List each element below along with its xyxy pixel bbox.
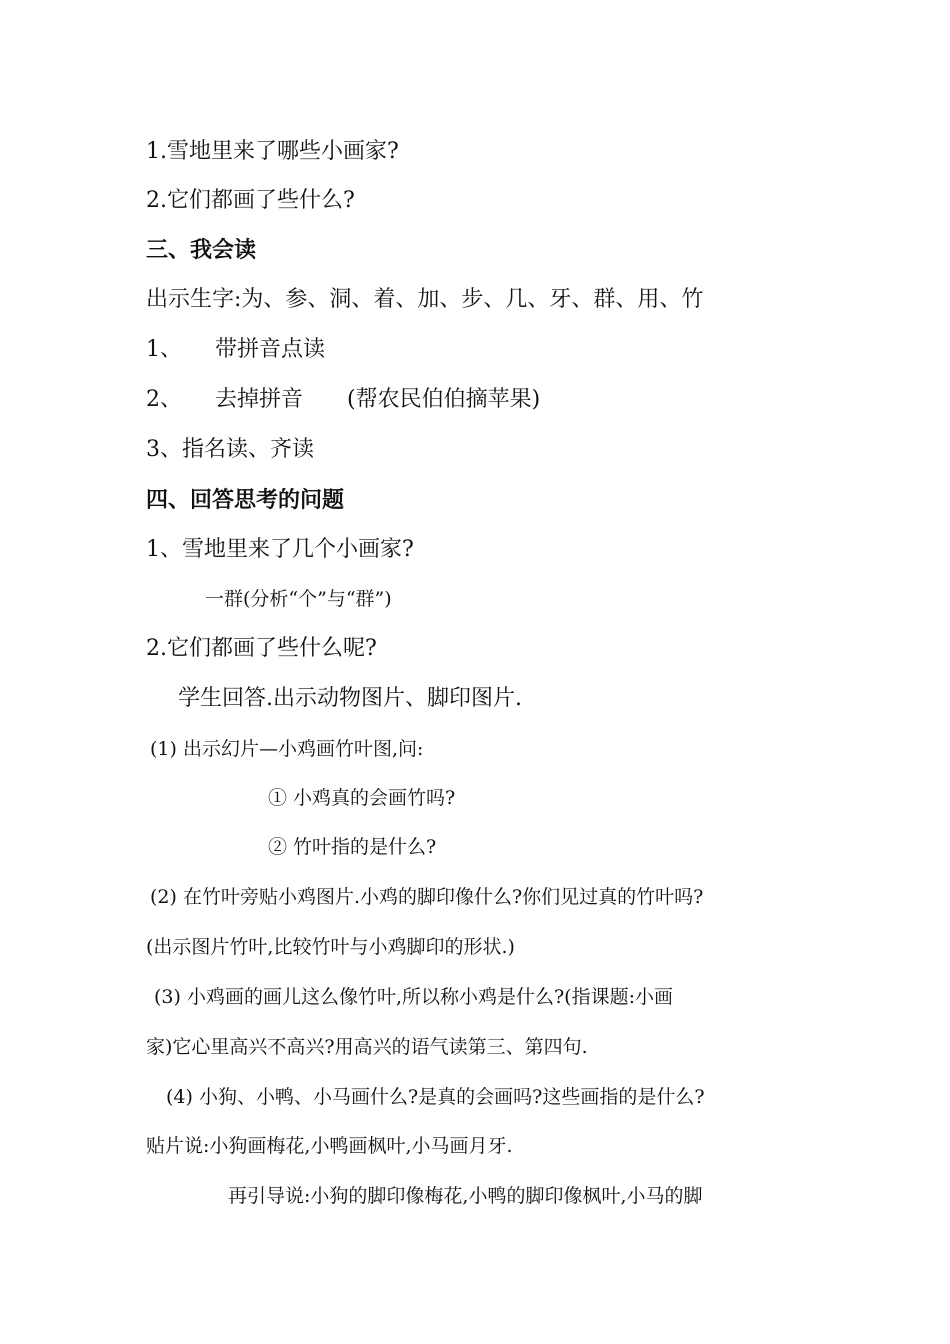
paragraph-line: (4) 小狗、小鸭、小马画什么?是真的会画吗?这些画指的是什么?: [166, 1086, 705, 1108]
paragraph-line: 学生回答.出示动物图片、脚印图片.: [178, 686, 522, 711]
list-item: 2、 去掉拼音 (帮农民伯伯摘苹果): [146, 387, 541, 412]
paragraph-line: (出示图片竹叶,比较竹叶与小鸡脚印的形状.): [146, 936, 515, 958]
list-item: 3、指名读、齐读: [146, 437, 314, 462]
paragraph-line: 出示生字:为、参、洞、着、加、步、几、牙、群、用、竹: [146, 287, 704, 312]
paragraph-line: 家)它心里高兴不高兴?用高兴的语气读第三、第四句.: [146, 1036, 588, 1058]
list-item: 1、 带拼音点读: [146, 337, 325, 362]
question-line: 2.它们都画了些什么呢?: [146, 636, 377, 661]
paragraph-line: (2) 在竹叶旁贴小鸡图片.小鸡的脚印像什么?你们见过真的竹叶吗?: [150, 886, 704, 908]
paragraph-line: (3) 小鸡画的画儿这么像竹叶,所以称小鸡是什么?(指课题:小画: [154, 986, 673, 1008]
sub-question-line: ② 竹叶指的是什么?: [268, 836, 437, 858]
section-heading: 三、我会读: [146, 237, 257, 263]
sub-question-line: ① 小鸡真的会画竹吗?: [268, 787, 456, 809]
paragraph-line: 贴片说:小狗画梅花,小鸭画枫叶,小马画月牙.: [146, 1135, 513, 1157]
answer-line: 一群(分析“个”与“群”): [205, 588, 392, 610]
question-line: 1、雪地里来了几个小画家?: [146, 537, 414, 562]
question-line: 2.它们都画了些什么?: [146, 188, 355, 213]
paragraph-line: 再引导说:小狗的脚印像梅花,小鸭的脚印像枫叶,小马的脚: [228, 1185, 703, 1207]
question-line: 1.雪地里来了哪些小画家?: [146, 139, 399, 164]
section-heading: 四、回答思考的问题: [146, 487, 345, 513]
paragraph-line: (1) 出示幻片—小鸡画竹叶图,问:: [150, 738, 424, 760]
